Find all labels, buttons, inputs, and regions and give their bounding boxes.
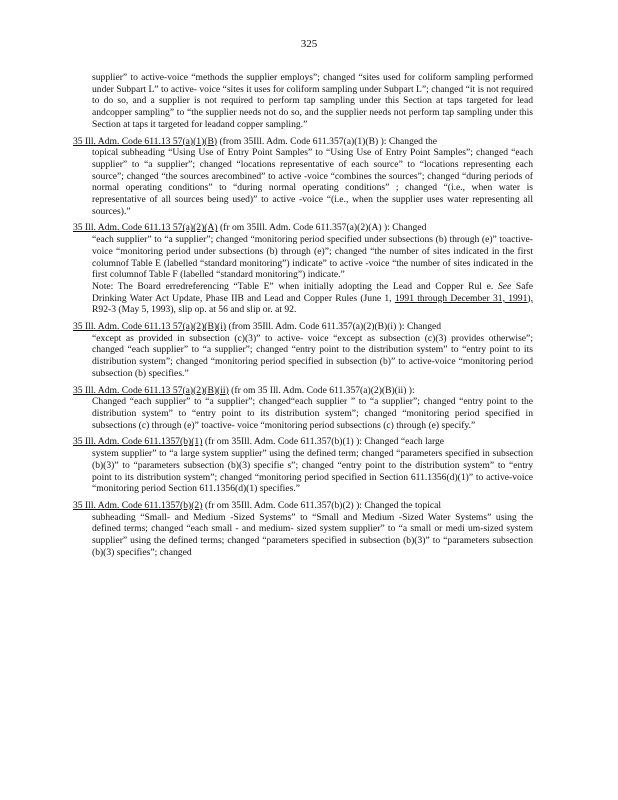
entry-first-line	[73, 321, 533, 333]
note-text: Note: The Board erredreferencing “Table E” when initially adopting the Lead and Copper Rul e.	[92, 280, 494, 292]
note-text: R92-3 (May 5, 1993), slip op. at 56 and slip or. at 92.	[92, 304, 297, 316]
entry-body: topical subheading “Using Use of Entry Point Samples” to “Using Use of Entry Point Samples”; changed “each supplier” to “a supplier”; changed “locations representative of each source” to “locations representing each source”; changed “the sources arecombined” to active -voice “combines the sources”; changed “during periods of normal operating conditions” to “during normal operating conditions” ; changed “(i.e., when water is representative of all sources being used)” to active -voice “(i.e., when the supplier uses water representing all sources).”	[92, 147, 533, 217]
section-entry	[73, 385, 533, 432]
entry-lead: (fr om 35Ill. Adm. Code 611.357(b)(1) ): Changed “each large	[202, 436, 445, 448]
entry-body: “each supplier” to “a supplier”; changed “monitoring period specified under subsections (b) through (e)” toactive-voice “monitoring period under subsections (b) through (e)”; changed “the number of sites indicated in the first columnof Table E (labelled “standard monitoring”) indicate” to active -voice “the number of sites indicated in the first columnof Table F (labelled “standard monitoring”) indicate.”	[92, 234, 533, 281]
entry-lead: (fr om 35Ill. Adm. Code 611.357(b)(2) ): Changed the topical	[202, 499, 442, 511]
section-entry	[73, 500, 533, 559]
note-text: Safe Drinking Water Act Update, Phase IIB and Lead and Copper Rules (June 1,	[92, 280, 533, 304]
entry-body: Changed “each supplier” to “a supplier”; changed“each supplier ” to “a supplier”; changed “entry point to the distribution system” to “entry point to its distribution system”; changed “monitoring period specified in subsections (c) through (e)” toactive- voice “monitoring period subsections (c) through (e) specify.”	[92, 396, 533, 431]
entry-lead: (from 35Ill. Adm. Code 611.357(a)(2)(B)(i) ): Changed	[226, 321, 442, 333]
entry-first-line	[73, 222, 533, 234]
entry-first-line	[73, 385, 533, 397]
section-citation: 35 Ill. Adm. Code 611.1357(b)(2)	[73, 499, 203, 511]
board-note	[73, 281, 533, 316]
page-number: 325	[300, 38, 318, 50]
entry-lead: (from 35Ill. Adm. Code 611.357(a)(1)(B) ): Changed the	[217, 135, 438, 147]
entry-lead: (fr om 35Ill. Adm. Code 611.357(a)(2)(A) ): Changed	[217, 222, 427, 234]
note-underlined-date: 1991 through December 31, 1991),	[394, 292, 533, 304]
entry-body: “except as provided in subsection (c)(3)” to active- voice “except as subsection (c)(3) provides otherwise”; changed “each supplier” to “a supplier”; changed “entry point to the distribution system” to “entry point to its distribution system”; changed “monitoring period specified in subsection (b)” to active-voice “monitoring period subsection (b) specifies.”	[92, 332, 533, 379]
section-entry	[73, 321, 533, 380]
section-entry	[73, 222, 533, 316]
continuation-paragraph: supplier” to active-voice “methods the supplier employs”; changed “sites used for coliform sampling performed under Subpart L” to active- voice “sites it uses for coliform sampling under Subpart L”; changed “it is not required to do so, and a supplier is not required to perform tap sampling under this Section at taps targeted for lead andcopper sampling” to “the supplier needs not do so, and the supplier needs not perform tap sampling under this Section at taps it targeted for leadand copper sampling.”	[92, 72, 533, 130]
entry-first-line	[73, 136, 533, 148]
section-citation: 35 Ill. Adm. Code 611.13 57(a)(2)(B)(ii)	[73, 384, 229, 396]
entry-lead: (fr om 35 Ill. Adm. Code 611.357(a)(2)(B)(ii) ):	[228, 384, 415, 396]
section-citation: 35 Ill. Adm. Code 611.13 57(a)(1)(B)	[73, 135, 218, 147]
note-see-signal: See	[497, 280, 512, 292]
section-citation: 35 Ill. Adm. Code 611.13 57(a)(2)(A)	[73, 222, 218, 234]
section-entry	[73, 436, 533, 495]
entry-body: system supplier” to “a large system supplier” using the defined term; changed “parameters specified in subsection (b)(3)” to “parameters subsection (b)(3) specifie s”; changed “entry point to the distribution system” to “entry point to its distribution system”; changed “monitoring period specified in Section 611.1356(d)(1)” to active-voice “monitoring period Section 611.1356(d)(1) specifies.”	[92, 448, 533, 495]
entry-body: subheading “Small- and Medium -Sized Systems” to “Small and Medium -Sized Water Systems” using the defined terms; changed “each small - and medium- sized system supplier” to “a small or medi um-sized system supplier” using the defined terms; changed “parameters specified in subsection (b)(3)” to “parameters subsection (b)(3) specifies”; changed	[92, 511, 533, 558]
entry-first-line	[73, 436, 533, 448]
section-entry	[73, 136, 533, 218]
section-citation: 35 Ill. Adm. Code 611.13 57(a)(2)(B)(i)	[73, 321, 227, 333]
entry-first-line	[73, 500, 533, 512]
document-body	[73, 72, 533, 563]
section-citation: 35 Ill. Adm. Code 611.1357(b)(1)	[73, 436, 203, 448]
